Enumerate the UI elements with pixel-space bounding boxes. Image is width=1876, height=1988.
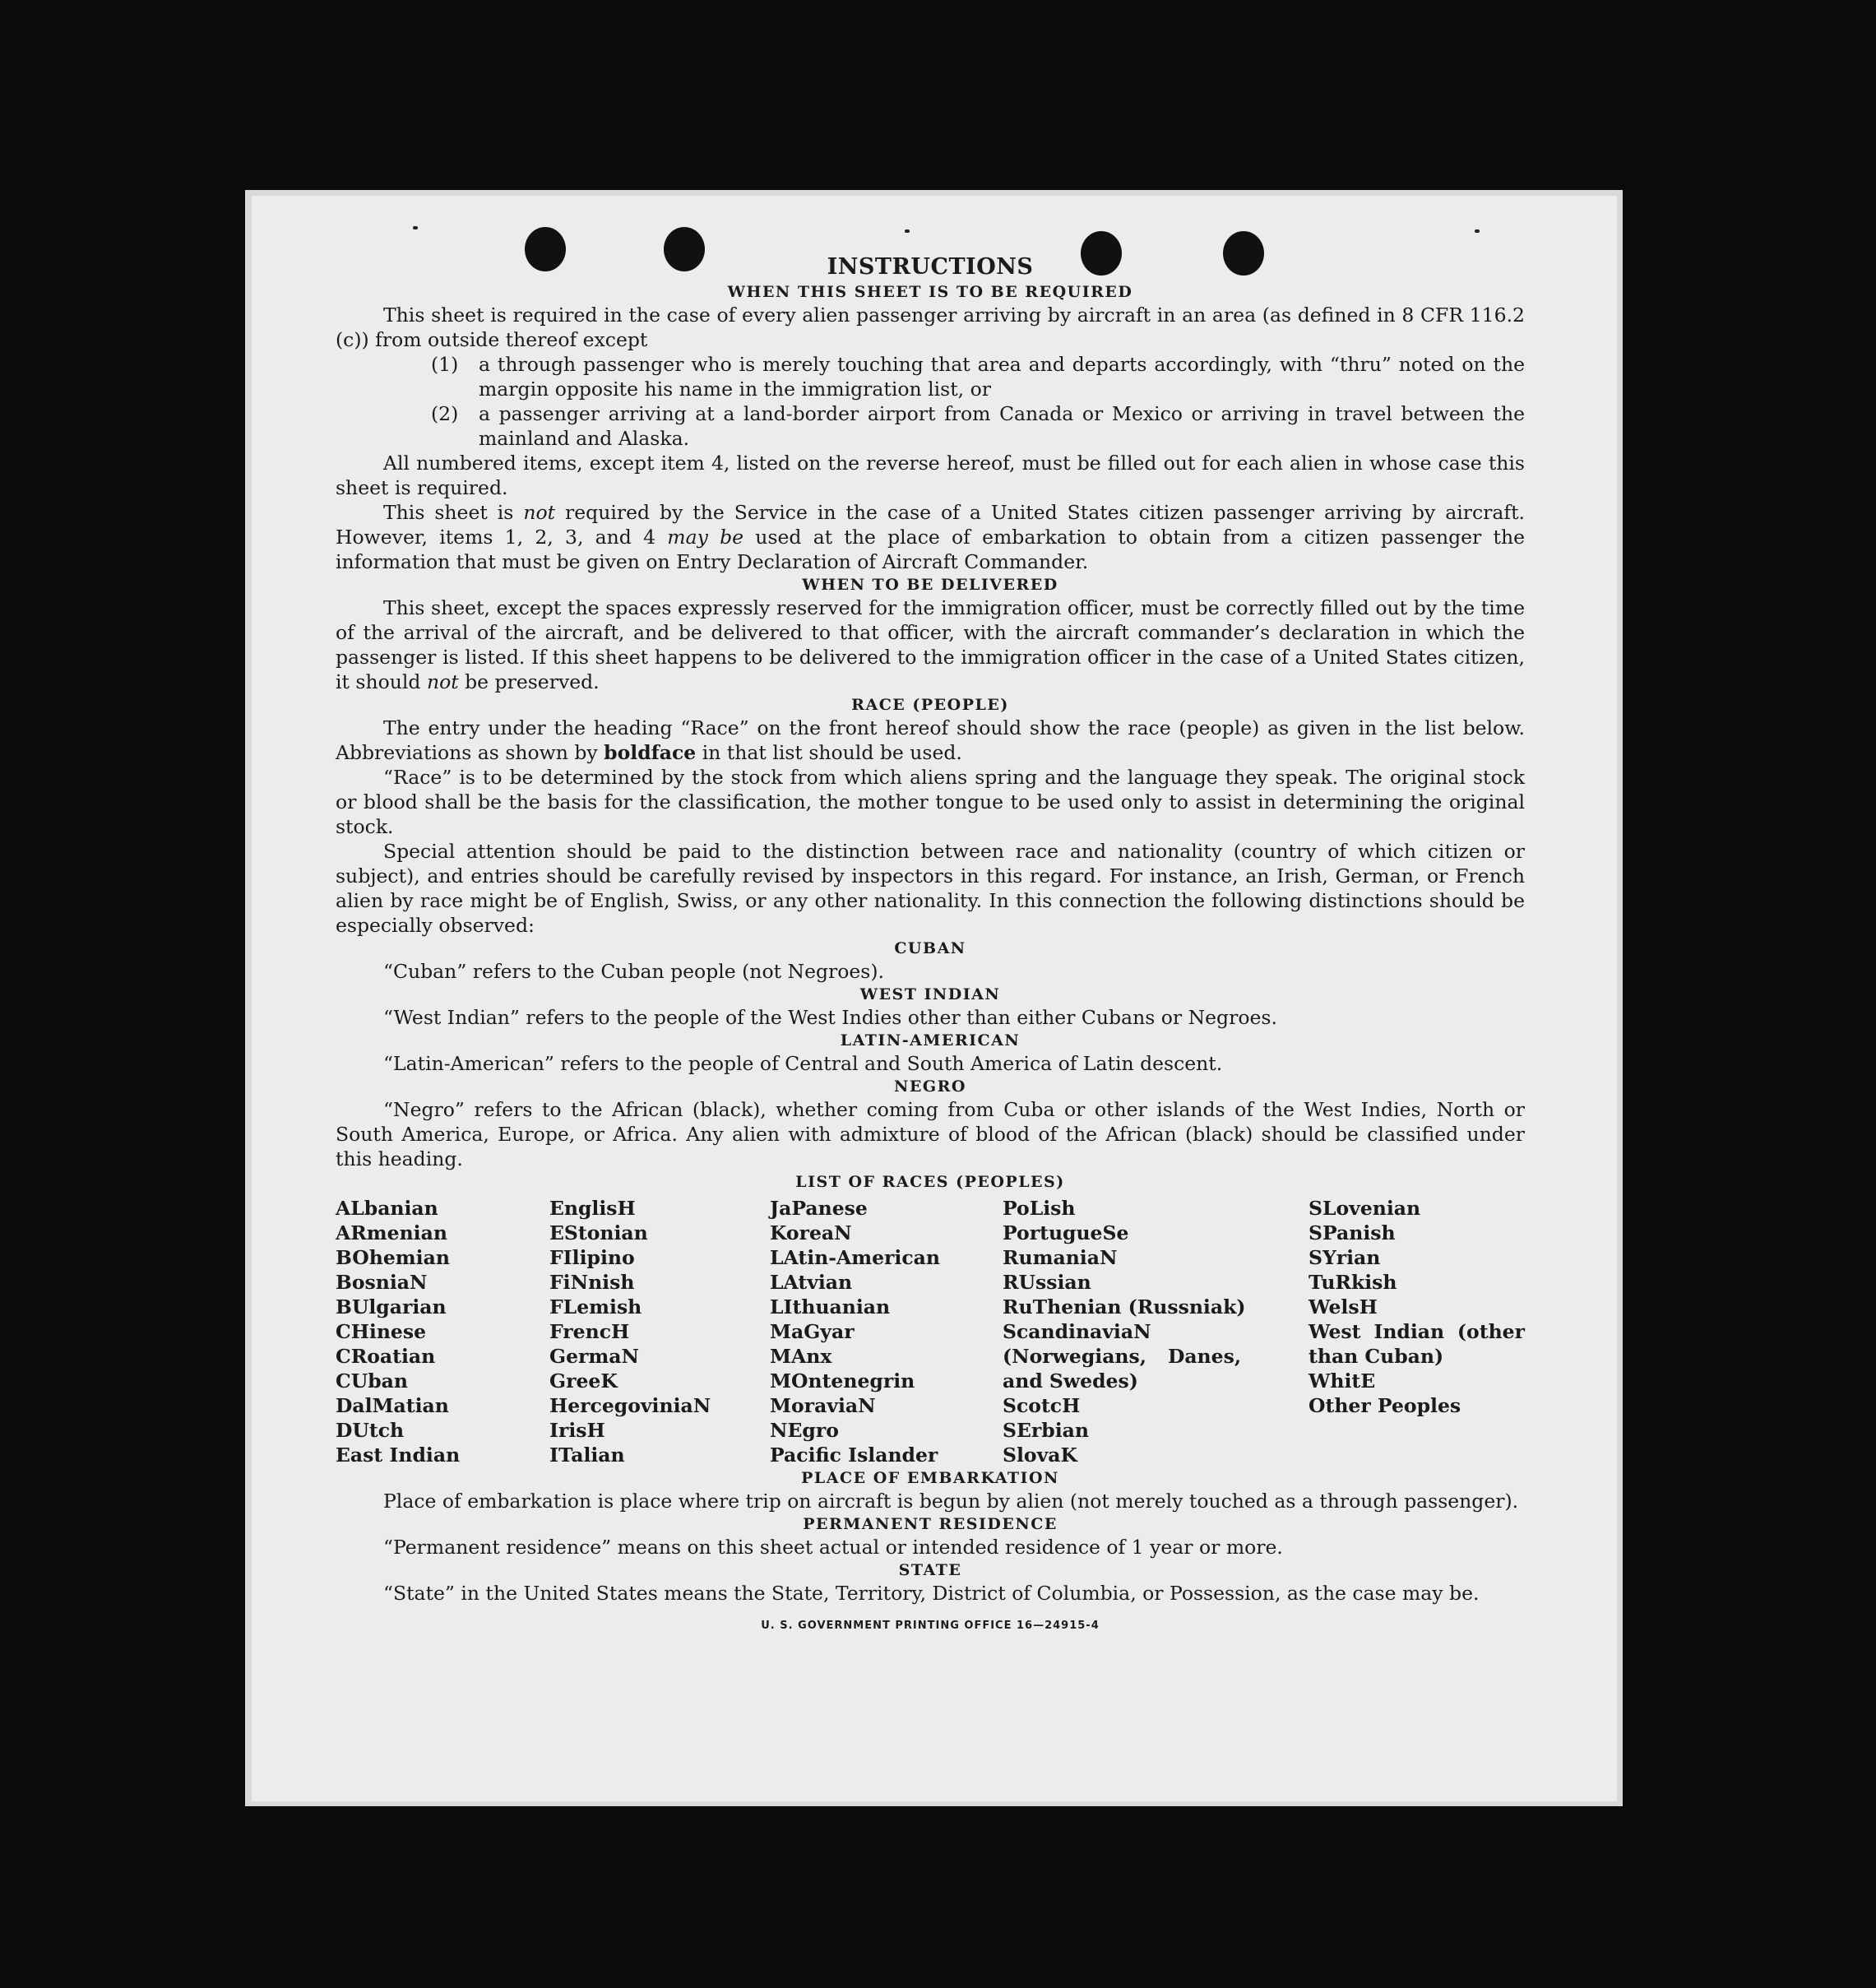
race-column	[549, 1196, 770, 1467]
heading-cuban: CUBAN	[894, 939, 966, 957]
heading-state: STATE	[898, 1561, 962, 1579]
text-run: used at the place of embarkation to obtain from a citizen passenger the information that must be given on Entry Declaration of Aircraft Commander.	[336, 526, 1525, 573]
italic-run: may be	[667, 526, 744, 549]
race-item: HercegoviniaN	[549, 1394, 711, 1417]
race-item: East Indian	[336, 1444, 461, 1467]
list-item	[431, 352, 1525, 401]
heading-when-required: WHEN THIS SHEET IS TO BE REQUIRED	[727, 283, 1133, 301]
heading-race: RACE (PEOPLE)	[851, 696, 1009, 714]
race-item: EnglisH	[549, 1197, 636, 1220]
paragraph: All numbered items, except item 4, listed on the reverse hereof, must be filled out for each alien in whose case this sheet is required.	[336, 452, 1525, 499]
race-item: CUban	[336, 1369, 408, 1393]
text-run: This sheet, except the spaces expressly reserved for the immigration officer, must be correctly filled out by the time of the arrival of the aircraft, and be delivered to that officer, with the aircraft commander’s declaration in which the passenger is listed. If this sheet happens to be delivered to the immigration officer in the case of a United States citizen, it should	[336, 596, 1525, 693]
race-item: FiNnish	[549, 1271, 635, 1294]
race-item: LIthuanian	[770, 1295, 891, 1318]
race-item: DalMatian	[336, 1394, 449, 1417]
item-number: (2)	[431, 402, 459, 425]
race-item: GreeK	[549, 1369, 618, 1393]
paragraph	[336, 716, 1525, 765]
race-item: MoraviaN	[770, 1394, 876, 1417]
race-column	[1003, 1196, 1309, 1467]
item-text: a through passenger who is merely touching that area and departs accordingly, with “thru” noted on the margin opposite his name in the immigration list, or	[479, 353, 1525, 401]
race-item: ALbanian	[336, 1197, 438, 1220]
race-item: BOhemian	[336, 1246, 450, 1269]
paragraph	[336, 500, 1525, 574]
race-item: FIlipino	[549, 1246, 635, 1269]
text-run: in that list should be used.	[696, 741, 962, 764]
paragraph	[336, 595, 1525, 694]
race-item: SlovaK	[1003, 1444, 1077, 1467]
text-run: This sheet is	[383, 501, 524, 524]
bold-run: boldface	[604, 741, 697, 764]
race-item: ScotcH	[1003, 1394, 1081, 1417]
heading-list-of-races: LIST OF RACES (PEOPLES)	[795, 1173, 1065, 1191]
paragraph: “Cuban” refers to the Cuban people (not Negroes).	[383, 960, 885, 983]
page-title: INSTRUCTIONS	[827, 254, 1034, 280]
race-item: BosniaN	[336, 1271, 428, 1294]
race-item: JaPanese	[770, 1197, 868, 1220]
paragraph: Place of embarkation is place where trip on aircraft is begun by alien (not merely touched as a through passenger).	[383, 1490, 1519, 1513]
speck	[413, 226, 418, 229]
race-item: Pacific Islander	[770, 1444, 938, 1467]
item-number: (1)	[431, 353, 459, 376]
race-column	[336, 1196, 549, 1467]
paragraph: “Negro” refers to the African (black), whether coming from Cuba or other islands of the West Indies, North or South America, Europe, or Africa. Any alien with admixture of blood of the African (black) should be classified under this heading.	[336, 1098, 1525, 1170]
race-item: RumaniaN	[1003, 1246, 1118, 1269]
heading-embarkation: PLACE OF EMBARKATION	[801, 1469, 1059, 1487]
race-item: SPanish	[1309, 1221, 1396, 1244]
race-item: WhitE	[1309, 1369, 1376, 1393]
race-item: NEgro	[770, 1419, 839, 1442]
paragraph: “Race” is to be determined by the stock from which aliens spring and the language they speak. The original stock or blood shall be the basis for the classification, the mother tongue to be used only to assist in determining the original stock.	[336, 766, 1525, 838]
race-item: ARmenian	[336, 1221, 447, 1244]
text-run: The entry under the heading “Race” on the front hereof should show the race (people) as given in the list below. Abbreviations as shown by	[336, 716, 1525, 764]
race-item: PoLish	[1003, 1197, 1076, 1220]
race-item: Other Peoples	[1309, 1394, 1461, 1417]
document-page	[252, 196, 1617, 1801]
race-item: CRoatian	[336, 1345, 436, 1368]
race-item: ScandinaviaN (Norwegians, Danes, and Swedes)	[1003, 1320, 1241, 1393]
italic-run: not	[523, 501, 556, 524]
race-item: PortugueSe	[1003, 1221, 1129, 1244]
heading-permanent-residence: PERMANENT RESIDENCE	[803, 1515, 1058, 1533]
race-item: ITalian	[549, 1444, 625, 1467]
race-item: BUlgarian	[336, 1295, 447, 1318]
race-item: GermaN	[549, 1345, 639, 1368]
race-list	[336, 1196, 1525, 1467]
race-item: West Indian (other than Cuban)	[1309, 1320, 1525, 1368]
speck	[905, 229, 910, 233]
race-column	[770, 1196, 1003, 1467]
race-item: RuThenian (Russniak)	[1003, 1295, 1246, 1318]
item-text: a passenger arriving at a land-border airport from Canada or Mexico or arriving in travel between the mainland and Alaska.	[479, 402, 1525, 450]
printing-office-footer: U. S. GOVERNMENT PRINTING OFFICE 16—24915-4	[761, 1620, 1100, 1632]
race-column	[1309, 1196, 1525, 1467]
race-item: FrencH	[549, 1320, 630, 1343]
race-item: RUssian	[1003, 1271, 1091, 1294]
race-item: LAtin-American	[770, 1246, 940, 1269]
paragraph: This sheet is required in the case of every alien passenger arriving by aircraft in an area (as defined in 8 CFR 116.2 (c)) from outside thereof except	[336, 304, 1525, 351]
instructions-content	[336, 253, 1525, 1638]
heading-latin-american: LATIN-AMERICAN	[840, 1031, 1021, 1050]
race-item: TuRkish	[1309, 1271, 1397, 1294]
race-item: LAtvian	[770, 1271, 853, 1294]
speck	[1475, 229, 1480, 233]
paragraph: “State” in the United States means the State, Territory, District of Columbia, or Possession, as the case may be.	[383, 1582, 1480, 1605]
text-run: be preserved.	[458, 670, 600, 693]
race-item: IrisH	[549, 1419, 605, 1442]
italic-run: not	[426, 670, 459, 693]
list-item	[431, 401, 1525, 451]
race-item: WelsH	[1309, 1295, 1378, 1318]
race-item: SYrian	[1309, 1246, 1381, 1269]
heading-negro: NEGRO	[894, 1077, 966, 1096]
paragraph: Special attention should be paid to the distinction between race and nationality (country of which citizen or subject), and entries should be carefully revised by inspectors in this regard. For instance, an Irish, German, or French alien by race might be of English, Swiss, or any other nationality. In this connection the following distinctions should be especially observed:	[336, 840, 1525, 937]
heading-when-delivered: WHEN TO BE DELIVERED	[802, 576, 1058, 594]
text-run: required by the Service in the case of a United States citizen passenger arriving by aircraft. However, items 1, 2, 3, and 4	[336, 501, 1525, 549]
paragraph: “West Indian” refers to the people of the West Indies other than either Cubans or Negroes.	[383, 1006, 1277, 1029]
race-item: SLovenian	[1309, 1197, 1421, 1220]
race-item: SErbian	[1003, 1419, 1089, 1442]
race-item: MaGyar	[770, 1320, 855, 1343]
race-item: EStonian	[549, 1221, 648, 1244]
race-item: KoreaN	[770, 1221, 852, 1244]
race-item: CHinese	[336, 1320, 427, 1343]
paragraph: “Permanent residence” means on this sheet actual or intended residence of 1 year or more.	[383, 1536, 1283, 1559]
paragraph: “Latin-American” refers to the people of Central and South America of Latin descent.	[383, 1052, 1223, 1075]
race-item: MAnx	[770, 1345, 832, 1368]
race-item: DUtch	[336, 1419, 405, 1442]
race-item: FLemish	[549, 1295, 642, 1318]
heading-west-indian: WEST INDIAN	[859, 985, 1001, 1003]
race-item: MOntenegrin	[770, 1369, 915, 1393]
